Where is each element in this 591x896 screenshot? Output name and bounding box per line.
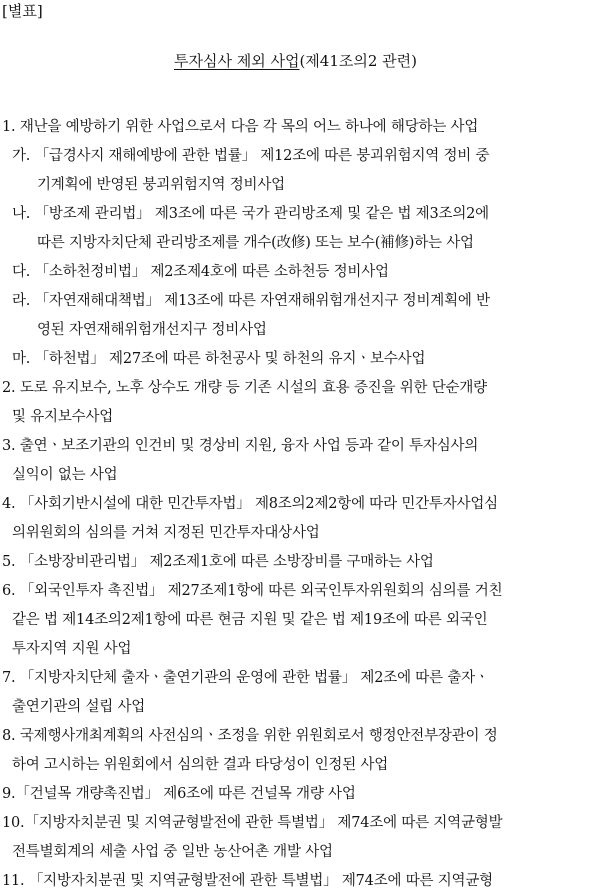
list-item-line: 1. 재난을 예방하기 위한 사업으로서 다음 각 목의 어느 하나에 해당하는 사업 — [2, 119, 479, 135]
document-title — [0, 51, 591, 71]
list-item-line: 8. 국제행사개최계획의 사전심의ㆍ조정을 위한 위원회로서 행정안전부장관이 정 — [2, 728, 498, 744]
list-item-line: 5. 「소방장비관리법」 제2조제1호에 따른 소방장비를 구매하는 사업 — [2, 554, 434, 570]
list-item-line: 7. 「지방자치단체 출자ㆍ출연기관의 운영에 관한 법률」 제2조에 따른 출자ㆍ — [2, 670, 489, 686]
list-item-line: 투자지역 지원 사업 — [12, 641, 132, 657]
list-item-line: 같은 법 제14조의2제1항에 따른 현금 지원 및 같은 법 제19조에 따른 외국인 — [12, 612, 488, 628]
list-item-line: 9.「건널목 개량촉진법」 제6조에 따른 건널목 개량 사업 — [2, 786, 356, 802]
list-item-line: 기계획에 반영된 붕괴위험지역 정비사업 — [37, 177, 285, 193]
list-item-line: 의위원회의 심의를 거쳐 지정된 민간투자대상사업 — [12, 525, 320, 541]
list-item-line: 3. 출연ㆍ보조기관의 인건비 및 경상비 지원, 융자 사업 등과 같이 투자심사의 — [2, 438, 479, 454]
list-item-line: 따른 지방자치단체 관리방조제를 개수(改修) 또는 보수(補修)하는 사업 — [37, 235, 474, 251]
title-main: 투자심사 제외 사업 — [173, 52, 300, 70]
list-item-line: 나. 「방조제 관리법」 제3조에 따른 국가 관리방조제 및 같은 법 제3조의2에 — [12, 206, 489, 222]
list-item-line: 다. 「소하천정비법」 제2조제4호에 따른 소하천등 정비사업 — [12, 264, 389, 280]
list-item-line: 4. 「사회기반시설에 대한 민간투자법」 제8조의2제2항에 따라 민간투자사업심 — [2, 496, 498, 512]
title-suffix: (제41조의2 관련) — [299, 52, 418, 70]
appendix-tag: [별표] — [2, 2, 43, 20]
list-item-line: 출연기관의 설립 사업 — [12, 699, 146, 715]
list-item-line: 마. 「하천법」 제27조에 따른 하천공사 및 하천의 유지ㆍ보수사업 — [12, 351, 426, 367]
list-item-line: 하여 고시하는 위원회에서 심의한 결과 타당성이 인정된 사업 — [12, 757, 389, 773]
list-item-line: 2. 도로 유지보수, 노후 상수도 개량 등 기존 시설의 효용 증진을 위한 단순개량 — [2, 380, 487, 396]
list-item-line: 6. 「외국인투자 촉진법」 제27조제1항에 따른 외국인투자위원회의 심의를 거친 — [2, 583, 503, 599]
list-item-line: 가. 「급경사지 재해예방에 관한 법률」 제12조에 따른 붕괴위험지역 정비 중 — [12, 148, 490, 164]
list-item-line: 11. 「지방자치분권 및 지역균형발전에 관한 특별법」 제74조에 따른 지역균형 — [2, 873, 493, 889]
list-item-line: 실익이 없는 사업 — [12, 467, 118, 483]
list-item-line: 전특별회계의 세출 사업 중 일반 농산어촌 개발 사업 — [12, 844, 333, 860]
list-item-line: 10.「지방자치분권 및 지역균형발전에 관한 특별법」 제74조에 따른 지역균형발 — [2, 815, 503, 831]
list-item-line: 영된 자연재해위험개선지구 정비사업 — [37, 322, 267, 338]
item-list — [0, 113, 591, 896]
list-item-line: 라. 「자연재해대책법」 제13조에 따른 자연재해위험개선지구 정비계획에 반 — [12, 293, 490, 309]
list-item-line: 및 유지보수사업 — [12, 409, 114, 425]
